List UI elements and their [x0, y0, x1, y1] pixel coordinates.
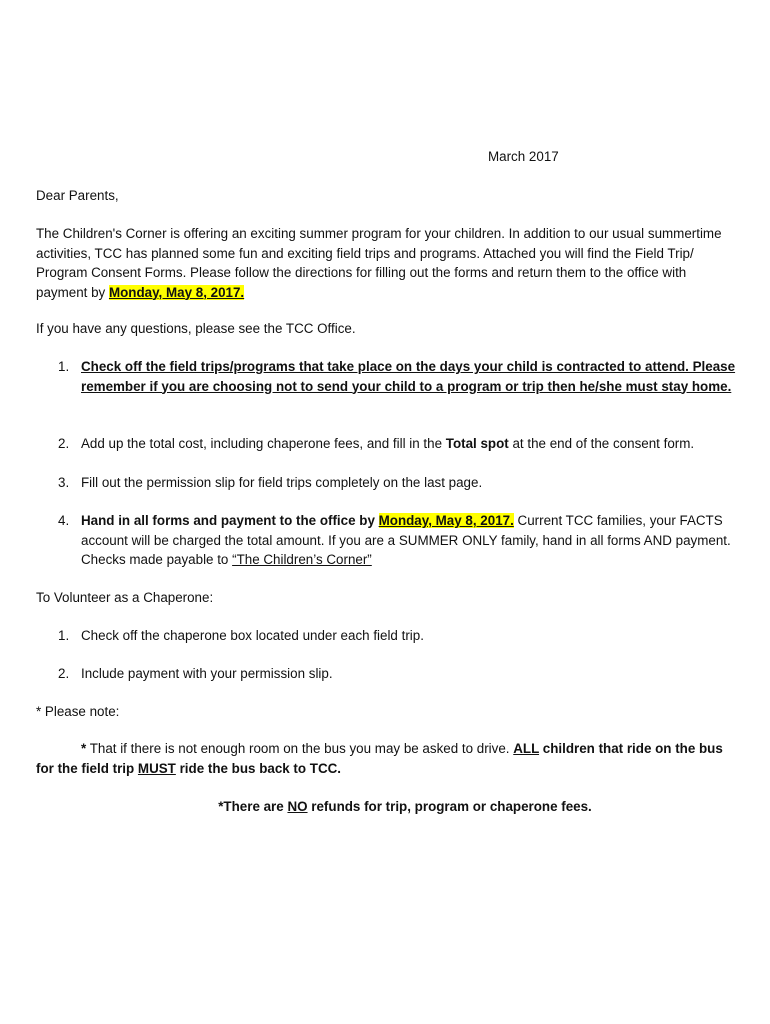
warning-all: ALL	[513, 741, 540, 756]
step-2-before: Add up the total cost, including chaperone fees, and fill in the	[81, 436, 446, 451]
step-3	[36, 473, 736, 493]
step-4-deadline: Monday, May 8, 2017.	[378, 513, 514, 528]
refund-no: NO	[287, 799, 308, 814]
warning-part-2: children that ride on the bus for the field trip	[36, 741, 723, 776]
refund-part-2: refunds for trip, program or chaperone fees.	[307, 799, 592, 814]
warning-star: *	[81, 741, 87, 756]
step-2-after: at the end of the consent form.	[508, 436, 695, 451]
step-number: 1.	[58, 628, 70, 643]
step-number: 2.	[58, 436, 70, 451]
volunteer-step-1	[36, 626, 736, 646]
bus-warning	[36, 739, 736, 778]
step-3-text: Fill out the permission slip for field trips completely on the last page.	[81, 475, 483, 490]
total-spot-label: Total spot	[445, 436, 509, 451]
warning-must: MUST	[137, 760, 176, 776]
step-4-bold: Hand in all forms and payment to the office by	[81, 513, 379, 528]
step-4-rest: Current TCC families, your FACTS account will be charged the total amount. If you are a SUMMER ONLY family, hand in all forms AND payment. Checks made payable to	[81, 513, 731, 567]
intro-paragraph	[36, 224, 736, 302]
payee-name: “The Children’s Corner”	[232, 552, 372, 567]
step-2	[36, 434, 736, 454]
step-2-text	[81, 434, 736, 454]
salutation: Dear Parents,	[36, 188, 119, 203]
step-1-text: Check off the field trips/programs that take place on the days your child is contracted to attend. Please remember if you are choosing not to send your child to a program or trip then he/she must stay home.	[81, 359, 736, 394]
step-4	[36, 511, 736, 570]
step-4-text	[81, 511, 736, 570]
note-title: * Please note:	[36, 704, 120, 719]
step-number: 1.	[58, 359, 70, 374]
intro-deadline: Monday, May 8, 2017.	[108, 284, 245, 300]
questions-line: If you have any questions, please see the TCC Office.	[36, 321, 356, 336]
step-number: 2.	[58, 666, 70, 681]
step-1	[36, 357, 736, 396]
volunteer-title: To Volunteer as a Chaperone:	[36, 590, 214, 605]
volunteer-step-2-text: Include payment with your permission slip.	[81, 666, 333, 681]
warning-part-1: That if there is not enough room on the bus you may be asked to drive.	[86, 741, 514, 756]
intro-text: The Children's Corner is offering an exciting summer program for your children. In addition to our usual summertime activities, TCC has planned some fun and exciting field trips and programs. Attached you will find the Field Trip/ Program Consent Forms. Please follow the directions for filling out the forms and return them to the office with payment by	[36, 226, 722, 300]
volunteer-step-2	[36, 664, 736, 684]
volunteer-step-1-text: Check off the chaperone box located under each field trip.	[81, 628, 424, 643]
warning-part-3: ride the bus back to TCC.	[175, 760, 342, 776]
letter-date: March 2017	[488, 149, 559, 164]
step-number: 4.	[58, 513, 70, 528]
refund-notice	[0, 797, 770, 817]
refund-part-1: *There are	[218, 799, 288, 814]
step-number: 3.	[58, 475, 70, 490]
